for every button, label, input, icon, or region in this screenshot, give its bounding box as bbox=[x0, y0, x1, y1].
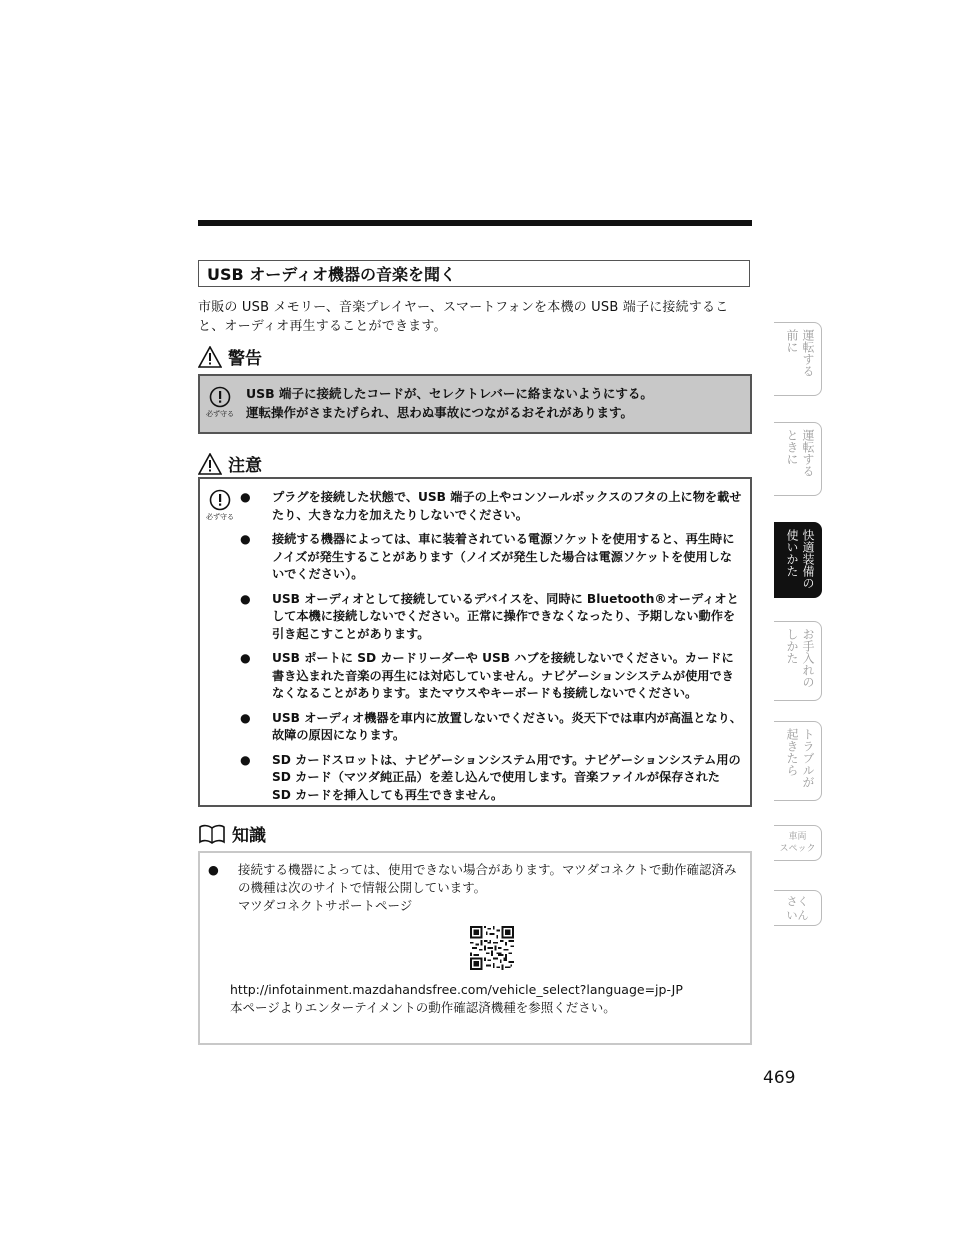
bullet-icon: ● bbox=[240, 710, 251, 725]
warning-heading bbox=[198, 344, 262, 369]
caution-box bbox=[198, 477, 752, 807]
tab-while-driving[interactable] bbox=[774, 422, 822, 496]
tab-label: しかた bbox=[785, 628, 799, 664]
knowledge-note: 本ページよりエンターテイメントの動作確認済機種を参照ください。 bbox=[230, 1000, 616, 1015]
tab-label: いん bbox=[786, 909, 809, 922]
top-rule bbox=[198, 220, 752, 226]
tab-before-driving[interactable] bbox=[774, 322, 822, 396]
bullet-icon: ● bbox=[208, 862, 219, 877]
caution-item bbox=[240, 650, 742, 703]
warning-heading-label: 警告 bbox=[228, 349, 262, 369]
must-follow-icon bbox=[206, 386, 234, 419]
tab-label: 車両 bbox=[788, 832, 807, 842]
tab-vehicle-specs[interactable] bbox=[774, 825, 822, 861]
warning-triangle-icon bbox=[198, 346, 222, 368]
section-title: USB オーディオ機器の音楽を聞く bbox=[198, 260, 750, 287]
tab-label: スペック bbox=[779, 844, 816, 854]
warning-line-2: 運転操作がさまたげられ、思わぬ事故につながるおそれがあります。 bbox=[246, 405, 634, 420]
caution-item-text: プラグを接続した状態で、USB 端子の上やコンソールボックスのフタの上に物を載せたり、大きな力を加えたりしないでください。 bbox=[272, 490, 742, 522]
warning-box bbox=[198, 374, 752, 434]
caution-item-text: 接続する機器によっては、車に装着されている電源ソケットを使用すると、再生時にノイズが発生することがあります（ノイズが発生した場合は電源ソケットを使用しないでください）。 bbox=[272, 532, 735, 581]
knowledge-heading bbox=[198, 821, 266, 846]
must-follow-label: 必ず守る bbox=[206, 513, 234, 521]
tab-label: ときに bbox=[785, 429, 799, 465]
bullet-icon: ● bbox=[240, 752, 251, 767]
page-number: 469 bbox=[763, 1068, 796, 1088]
intro-text: 市販の USB メモリー、音楽プレイヤー、スマートフォンを本機の USB 端子に接続すること、オーディオ再生することができます。 bbox=[198, 300, 729, 334]
tab-label: さく bbox=[786, 895, 809, 908]
knowledge-heading-label: 知識 bbox=[232, 826, 266, 846]
tab-label: 運転する bbox=[801, 429, 815, 477]
exclamation-circle-icon bbox=[209, 489, 231, 511]
bullet-icon: ● bbox=[240, 490, 251, 504]
caution-item bbox=[240, 710, 742, 745]
caution-item bbox=[240, 752, 742, 805]
bullet-icon: ● bbox=[240, 591, 251, 606]
caution-item-text: USB ポートに SD カードリーダーや USB ハブを接続しないでください。カードに書き込まれた音楽の再生には対応していません。ナビゲーションシステムが使用できなくなることがあります。またマウスやキーボードも接続しないでください。 bbox=[272, 651, 734, 700]
support-url[interactable]: http://infotainment.mazdahandsfree.com/vehicle_select?language=jp-JP bbox=[230, 982, 683, 997]
warning-line-1: USB 端子に接続したコードが、セレクトレバーに絡まないようにする。 bbox=[246, 386, 653, 401]
knowledge-box bbox=[198, 851, 752, 1045]
caution-heading bbox=[198, 451, 262, 476]
caution-item bbox=[240, 489, 742, 524]
tab-troubleshooting[interactable] bbox=[774, 721, 822, 801]
caution-item-text: SD カードスロットは、ナビゲーションシステム用です。ナビゲーションシステム用の SD カード（マツダ純正品）を差し込んで使用します。音楽ファイルが保存された SD カードを挿入しても再生できません。 bbox=[272, 752, 741, 802]
tab-label: トラブルが bbox=[801, 728, 815, 788]
tab-index[interactable] bbox=[774, 890, 822, 926]
knowledge-item bbox=[208, 861, 742, 915]
caution-item-text: USB オーディオとして接続しているデバイスを、同時に Bluetooth®オーディオとして本機に接続しないでください。正常に操作できなくなったり、予期しない動作を引き起こすことがあります。 bbox=[272, 591, 739, 641]
support-page-label: マツダコネクトサポートページ bbox=[238, 898, 413, 913]
tab-label: 起きたら bbox=[785, 728, 799, 776]
caution-heading-label: 注意 bbox=[228, 456, 262, 476]
caution-list bbox=[240, 489, 742, 811]
must-follow-label: 必ず守る bbox=[206, 410, 234, 418]
knowledge-url-block bbox=[230, 981, 744, 1017]
tab-maintenance[interactable] bbox=[774, 621, 822, 701]
tab-label: 快適装備の bbox=[801, 529, 815, 589]
bullet-icon: ● bbox=[240, 532, 251, 546]
exclamation-circle-icon bbox=[209, 386, 231, 408]
caution-item-text: USB オーディオ機器を車内に放置しないでください。炎天下では車内が高温となり、故障の原因になります。 bbox=[272, 710, 742, 742]
caution-item bbox=[240, 531, 742, 584]
caution-item bbox=[240, 591, 742, 644]
knowledge-text: 接続する機器によっては、使用できない場合があります。マツダコネクトで動作確認済みの機種は次のサイトで情報公開しています。 bbox=[238, 862, 737, 895]
caution-triangle-icon bbox=[198, 453, 222, 475]
warning-text bbox=[246, 384, 740, 422]
book-icon bbox=[198, 823, 226, 845]
tab-label: 前に bbox=[785, 329, 799, 353]
must-follow-icon bbox=[206, 489, 234, 522]
tab-label: 使いかた bbox=[785, 529, 799, 577]
bullet-icon: ● bbox=[240, 651, 251, 665]
tab-label: 運転する bbox=[801, 329, 815, 377]
tab-label: お手入れの bbox=[801, 628, 815, 688]
tab-comfort-equipment[interactable] bbox=[774, 522, 822, 598]
qr-code bbox=[470, 926, 514, 970]
